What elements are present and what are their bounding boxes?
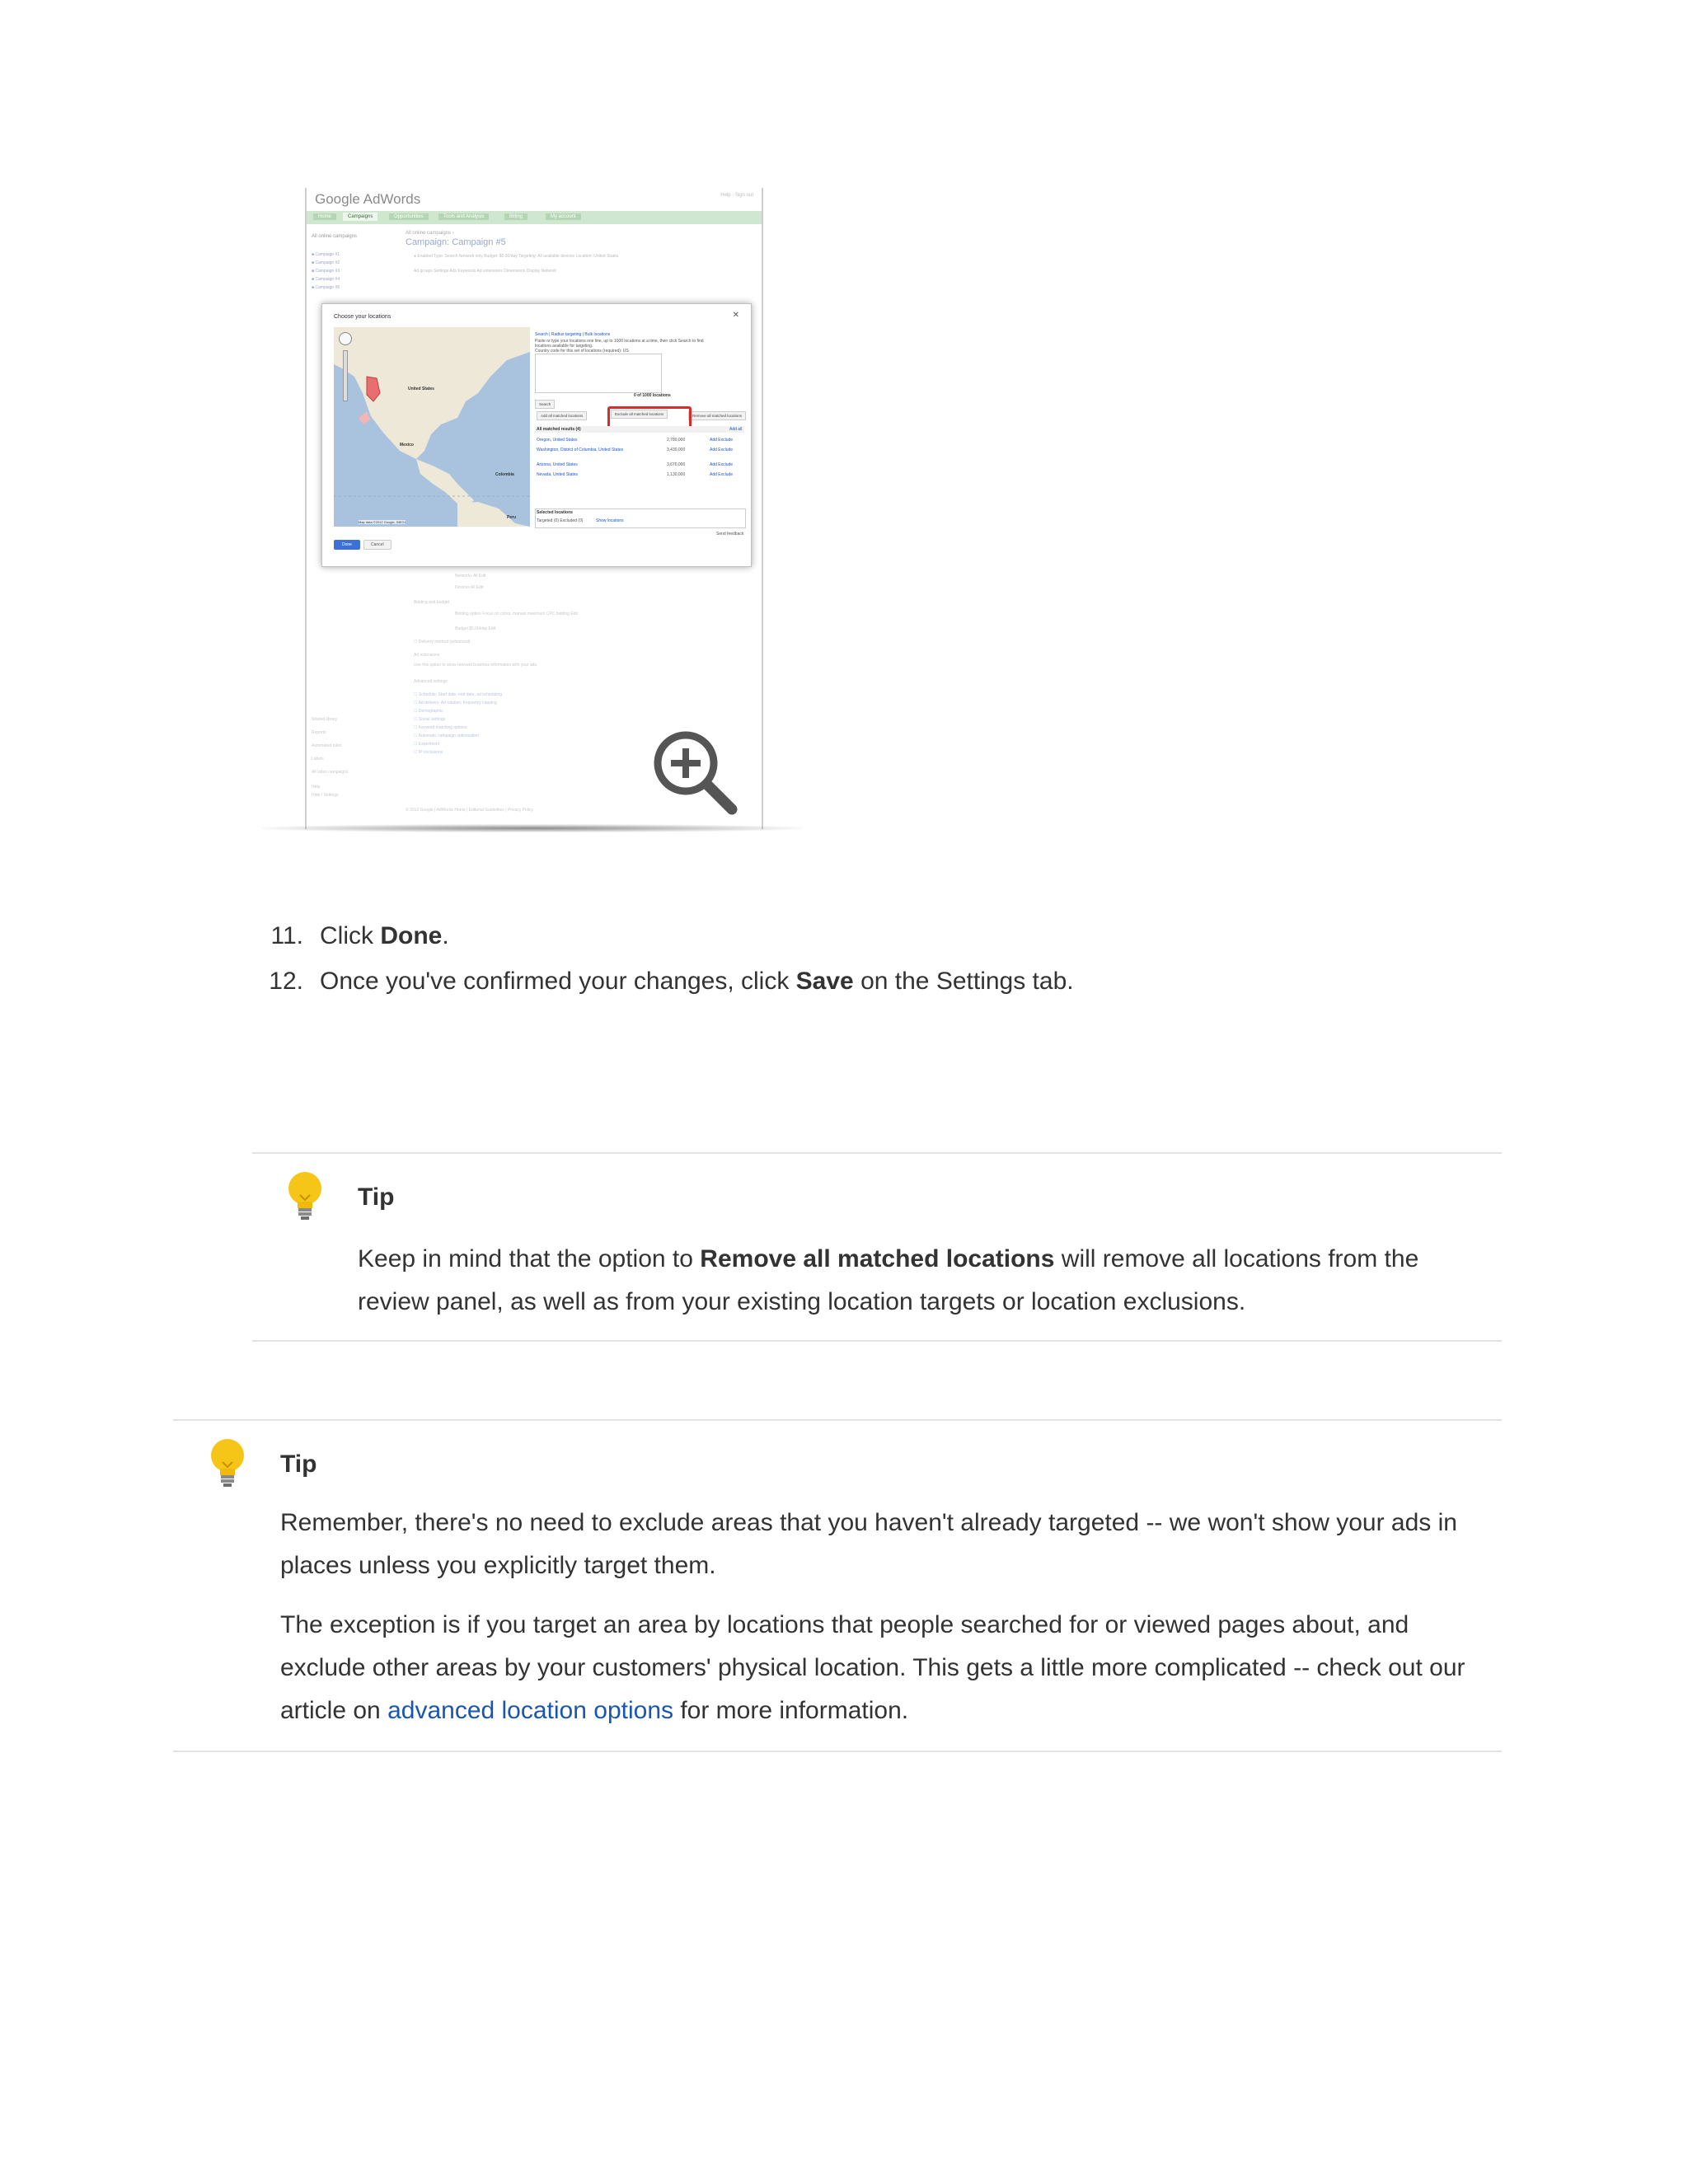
divider [173, 1750, 1502, 1752]
divider [173, 1419, 1502, 1421]
dialog-title: Choose your locations [334, 314, 392, 320]
divider [252, 1340, 1502, 1342]
advanced-location-options-link[interactable]: advanced location options [387, 1697, 673, 1724]
exclude-all-matched-button[interactable]: Exclude all matched locations [611, 410, 668, 419]
search-mode-links[interactable]: Search | Radius targeting | Bulk locations [535, 332, 611, 337]
add-all-matched-button[interactable]: Add all matched locations [537, 411, 587, 420]
step-item: 12. Once you've confirmed your changes, click Save on the Settings tab. [269, 968, 1074, 995]
close-icon[interactable]: ✕ [732, 311, 739, 320]
cancel-button[interactable]: Cancel [363, 540, 392, 550]
nav-bar: Home Campaigns Opportunities Tools and Analysis Billing My account [307, 211, 762, 224]
done-button[interactable]: Done [334, 540, 360, 550]
tip-title: Tip [358, 1183, 395, 1211]
pan-control-icon[interactable] [339, 332, 352, 345]
lightbulb-icon [204, 1437, 251, 1490]
campaign-title: Campaign: Campaign #5 [406, 237, 506, 247]
remove-all-matched-button[interactable]: Remove all matched locations [688, 411, 746, 420]
send-feedback-link[interactable]: Send feedback [716, 532, 744, 537]
lightbulb-icon [282, 1170, 328, 1223]
search-button[interactable]: Search [535, 400, 555, 409]
show-locations-link[interactable]: Show locations [596, 518, 624, 523]
tip-text: The exception is if you target an area by locations that people searched for or viewed pages about, and exclude other areas by your customers' physical location. This gets a little more complicated -- check out our article on advanced location options for more information. [280, 1611, 1465, 1724]
zoom-in-icon[interactable] [651, 729, 742, 819]
app-logo: Google AdWords [315, 191, 421, 207]
top-links: Help · Sign out [720, 193, 753, 198]
location-map[interactable]: United States Mexico Colombia Peru Map data ©2012 Google, INEGI [334, 327, 530, 527]
bulk-locations-textarea[interactable] [535, 354, 662, 393]
choose-locations-dialog: Choose your locations ✕ United States Mexico Colombia Peru Map data ©2012 Google, INEGI Search | Radius targeting | Bulk locations Paste or type your locations one line, up to 1000 locations at a time, then click Search to find locations available for targeting. Country code for this set of locations (required): US 0 of 1000 locations Search Add all matched locations Exclude all matched locations Remove all matched locations All matched results (4) Add all Oregon, United States 2,780,000 Add Exclude Washington, District of Columbia, United States 3,430,000 Add Exclude Arizona, United States 3,670,000 Add Exclude Nevada, United States 1,130,000 Add Exclude Selected locations Targeted (0) Excluded (0) Show locations Send feedback Done Cancel [321, 303, 752, 567]
step-item: 11. Click Done. [270, 922, 449, 949]
figure-shadow [262, 824, 803, 832]
add-all-link[interactable]: Add all [729, 427, 743, 432]
map-graphic [334, 327, 530, 527]
screenshot-figure: Google AdWords Help · Sign out Home Campaigns Opportunities Tools and Analysis Billing My account All online campaigns ■ Campaign #1 ■ Campaign #2 ■ Campaign #3 ■ Campaign #4 ■ Campaign #5 All online campaigns › Campaign: Campaign #5 ● Enabled Type: Search Network only Budget: $5.00/day Targeting: All available devices Location: United States Ad groups Settings Ads Keywords Ad extensions Dimensions Display Network Networks All Edit Devices All Edit Bidding and budget Bidding option Focus on clicks, manual maximum CPC bidding Edit Budget $5.00/day Edit ☐ Delivery method (advanced) Ad extensions Use this option to show relevant business information with your ads. Advanced settings ☐ Schedule: Start date, end date, ad scheduling ☐ Ad delivery: Ad rotation, frequency capping ☐ Demographic ☐ Social settings ☐ Keyword matching options ☐ Automatic campaign optimization ☐ Experiment ☐ IP exclusions Shared library Reports Automated rules Labels All video campaigns Help Hide / Settings © 2012 Google | AdWords Home | Editorial Guidelines | Privacy Policy Choose your locations ✕ United States Mexico Colombia Peru Map data ©2012 Google, INEGI Search | Radius targeting | Bulk locations Paste or type your locations one line, up to 1000 locations at a time, then click Search to find locations available for targeting. Country code for this set of locations (required): US 0 of 1000 locations Search Add all matched locations Exclude all matched locations Remove all matched locations All matched results (4) Add all Oregon, United States 2,780,000 Add Exclude Washington, District of Columbia, United States 3,430,000 Add Exclude Arizona, United States 3,670,000 Add Exclude Nevada, United States 1,130,000 Add Exclude Selected locations Targeted (0) Excluded (0) Show locations Send feedback Done Cancel [305, 188, 763, 829]
tip-title: Tip [280, 1451, 317, 1478]
tip-text: Remember, there's no need to exclude areas that you haven't already targeted -- we won't show your ads in places unless you explicitly target them. [280, 1509, 1457, 1579]
zoom-slider[interactable] [343, 350, 348, 401]
divider [252, 1152, 1502, 1154]
tip-text: Keep in mind that the option to Remove all matched locations will remove all locations from the review panel, as well as from your existing location targets or location exclusions. [358, 1245, 1419, 1315]
